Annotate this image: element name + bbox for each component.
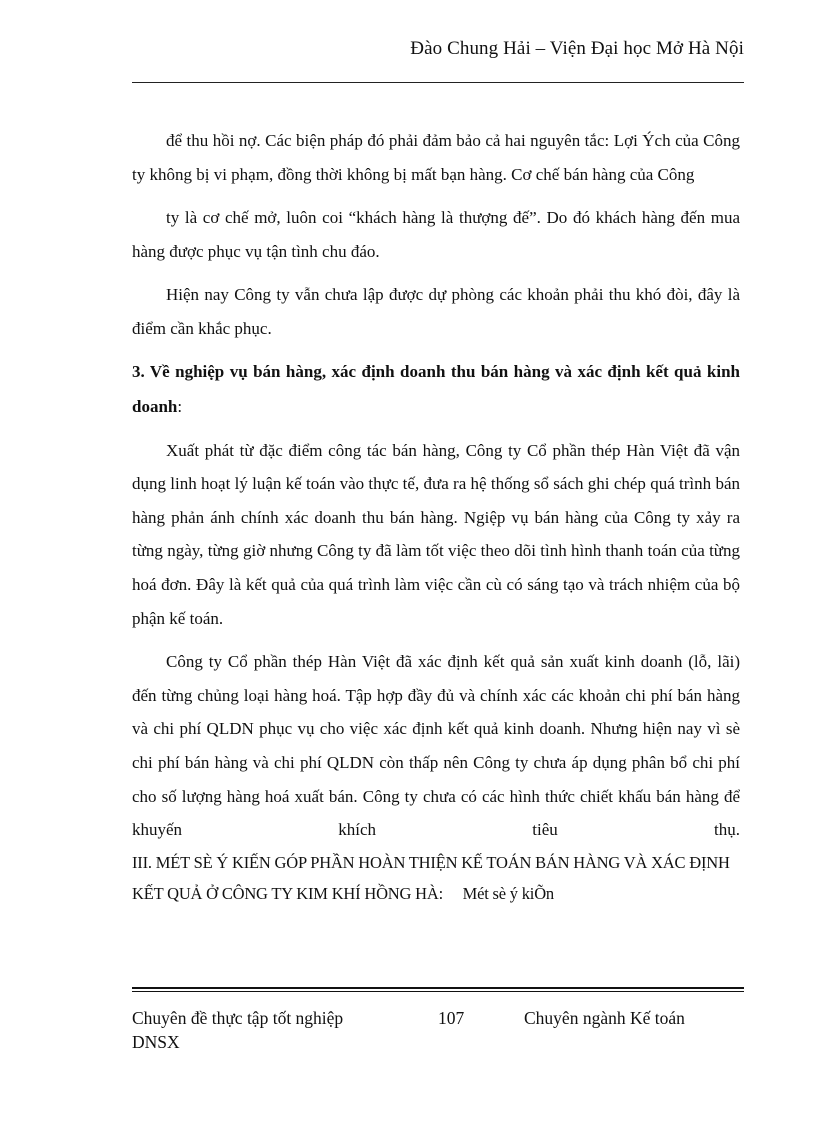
running-header: Đào Chung Hải – Viện Đại học Mở Hà Nội [410,38,744,59]
paragraph-provision: Hiện nay Công ty vẫn chưa lập được dự phòng các khoản phải thu khó đòi, đây là điểm cần khắc phục. [132,285,740,338]
footer-divider-thin [132,991,744,992]
paragraph-open-mechanism: ty là cơ chế mở, luôn coi “khách hàng là thượng đế”. Do đó khách hàng đến mua hàng được phục vụ tận tình chu đáo. [132,208,740,261]
section-heading-3-colon: : [177,396,183,416]
section-heading-3 [132,354,740,424]
section-heading-3-text: 3. Về nghiệp vụ bán hàng, xác định doanh thu bán hàng và xác định kết quả kinh doanh [132,361,740,416]
page-number: 107 [438,1008,465,1028]
paragraph-debt-collection: để thu hồi nợ. Các biện pháp đó phải đảm bảo cả hai nguyên tắc: Lợi Ých của Công ty không bị vi phạm, đồng thời không bị mất bạn hàng. Cơ chế bán hàng của Công [132,131,740,184]
paragraph-business-results: Công ty Cổ phần thép Hàn Việt đã xác định kết quả sản xuất kinh doanh (lỗ, lãi) đến từng chủng loại hàng hoá. Tập hợp đầy đủ và chính xác các khoản chi phí bán hàng và chi phí QLDN phục vụ cho việc xác định kết quả kinh doanh. Nhưng hiện nay vì sè chi phí bán hàng và chi phí QLDN còn thấp nên Công ty chưa áp dụng phân bổ chi phí cho số lượng hàng hoá xuất bán. Công ty chưa có các hình thức chiết khấu bán hàng để khuyến khích tiêu thụ. [132,652,740,840]
section-heading-iii [132,847,740,909]
paragraph-sales-records: Xuất phát từ đặc điểm công tác bán hàng, Công ty Cổ phần thép Hàn Việt đã vận dụng linh hoạt lý luận kế toán vào thực tế, đưa ra hệ thống sổ sách ghi chép quá trình bán hàng phản ánh chính xác doanh thu bán hàng. Ngiệp vụ bán hàng của Công ty xảy ra từng ngày, từng giờ nhưng Công ty đã làm tốt việc theo dõi tình hình thanh toán của từng hoá đơn. Đây là kết quả của quá trình làm việc cần cù có sáng tạo và trách nhiệm của bộ phận kế toán. [132,440,740,628]
header-divider [132,82,744,83]
footer-major: Chuyên ngành Kế toán [524,1008,685,1028]
footer-divider-thick [132,987,744,989]
footer-thesis-title: Chuyên đề thực tập tốt nghiệp DNSX [132,1008,344,1052]
section-heading-iii-tail: Mét sè ý kiÕn [462,883,554,903]
page-body [132,124,740,909]
section-heading-iii-text: III. MÉT SÈ Ý KIẾN GÓP PHẦN HOÀN THIỆN KẾ TOÁN BÁN HÀNG VÀ XÁC ĐỊNH KẾT QUẢ Ở CÔNG TY KIM KHÍ HỒNG HÀ: [132,852,730,903]
